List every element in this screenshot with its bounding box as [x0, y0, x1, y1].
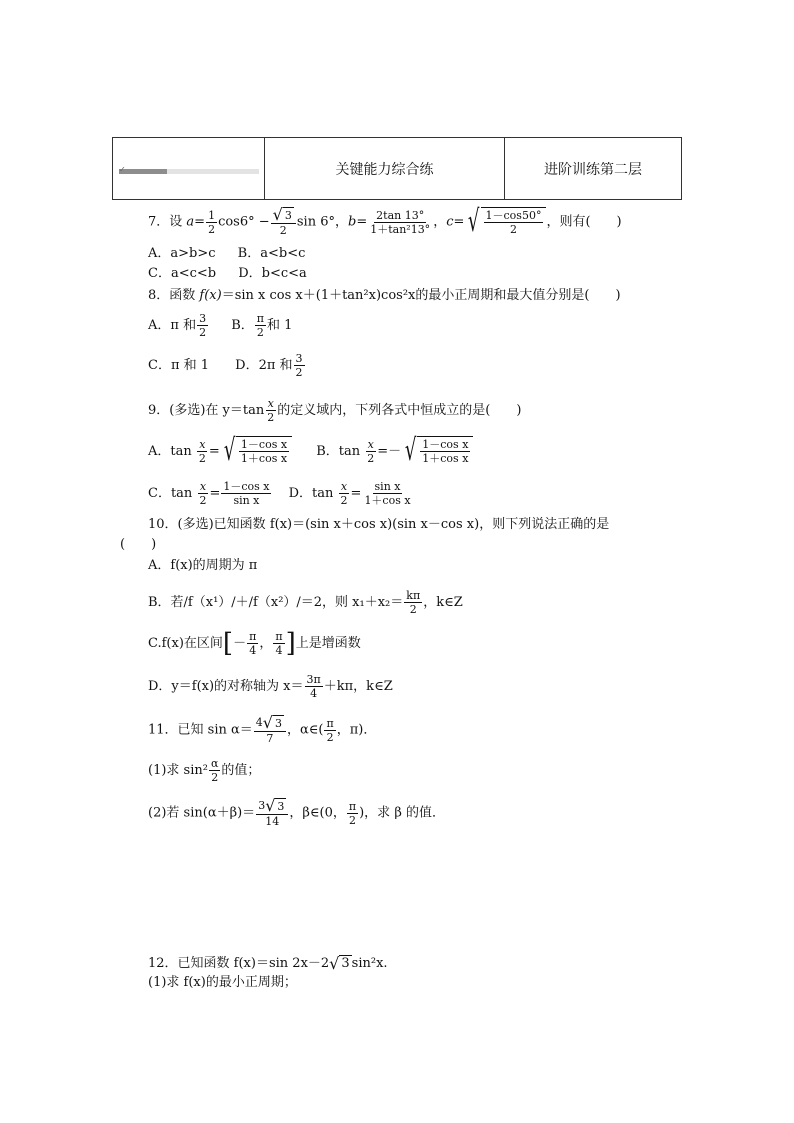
- fraction: $\frac{\pi}{2}$: [348, 799, 357, 827]
- q12-stem: 12．已知函数 f(x)＝sin 2x－2 √ 3 sin²x.: [148, 953, 388, 973]
- fraction: $\frac{\text{1－cos x}}{\text{1＋cos x}}$: [240, 438, 288, 465]
- fraction: $\frac{\pi}{2}$: [256, 312, 265, 339]
- q8-options-row2: [148, 352, 306, 379]
- fraction: $\frac{3}{2}$: [199, 312, 207, 339]
- sqrt: √ 3: [272, 205, 292, 224]
- fraction: $\frac{x}{2}$: [267, 397, 275, 424]
- q8-option-c: C．π 和 1: [148, 358, 210, 373]
- q7-options-row2: [148, 266, 307, 282]
- q8-option-d: D．2π 和 $\frac{3}{2}$: [235, 352, 303, 379]
- header-logo-cell: [113, 138, 265, 199]
- fraction: $\frac{3\pi}{4}$: [306, 673, 321, 700]
- fraction: $\frac{k\pi}{2}$: [406, 589, 421, 616]
- fraction: 4 √ 3 7: [254, 715, 286, 745]
- q11-part-2: (2)若 sin(α＋β)＝ 3 √ 3 14 ，β∈(0， $\frac{\pi}{2}$ )，求 β 的值．: [148, 796, 445, 828]
- q12-part-1: (1)求 f(x)的最小正周期；: [148, 975, 297, 990]
- fraction: $\frac{3}{2}$: [295, 352, 303, 379]
- fraction: $\frac{\pi}{4}$: [275, 630, 283, 657]
- fraction: $\frac{\pi}{4}$: [249, 630, 257, 657]
- fraction: $\frac{x}{2}$: [199, 480, 207, 507]
- q8-option-b: B． $\frac{\pi}{2}$ 和 1: [231, 312, 293, 339]
- sqrt: √ 3: [265, 796, 285, 815]
- q10-answer-bracket: ( ): [120, 537, 157, 552]
- logo-bar-fill: [119, 169, 167, 174]
- sqrt: √ $\frac{\text{1－cos x}}{\text{1＋cos x}}$: [220, 436, 292, 466]
- fraction: √ 3 2: [271, 207, 296, 237]
- sqrt: √ $\frac{\text{1－cos x}}{\text{1＋cos x}}$: [401, 436, 473, 466]
- header-section-title: 关键能力综合练: [265, 138, 505, 199]
- q10-stem: 10．(多选)已知函数 f(x)＝(sin x＋cos x)(sin x－cos x)，则下列说法正确的是: [148, 517, 610, 532]
- q11-part-1: (1)求 sin² $\frac{\alpha}{2}$ 的值；: [148, 757, 261, 784]
- q7-option-d: D．b<c<a: [238, 266, 307, 281]
- fraction: $\frac{2\tan 13^\circ}{\text{1＋tan²13°}}$: [370, 208, 431, 236]
- q7-stem: 7．设 a= $\frac{1}{2}$ cos6° − √ 3 2 sin 6°，b= $\frac{2\tan 13^\circ}{\text{1＋tan²13°}}$ ，c= √ $\frac{1-\cos 50^\circ}{2}$ ，则有( ): [148, 204, 622, 239]
- q7-option-c: C．a<c<b: [148, 266, 217, 281]
- sqrt: √ 3: [262, 713, 282, 732]
- q7-option-a: A．a>b>c: [148, 246, 216, 261]
- q8-option-a: A．π 和 $\frac{3}{2}$: [148, 312, 207, 339]
- q9-option-a: A．tan $\frac{x}{2}$ = √ $\frac{\text{1－cos x}}{\text{1＋cos x}}$: [148, 444, 292, 459]
- fraction: 3 √ 3 14: [256, 798, 288, 828]
- fraction: $\frac{\text{sin x}}{\text{1＋cos x}}$: [364, 480, 411, 507]
- q9-option-c: C．tan $\frac{x}{2}$ = $\frac{\text{1－cos x}}{\text{sin x}}$: [148, 480, 270, 507]
- sqrt: √ 3: [329, 953, 350, 973]
- q9-options-row1: [148, 433, 473, 468]
- fraction: $\frac{\pi}{2}$: [326, 716, 334, 744]
- q8-stem: 8．函数 f(x)＝sin x cos x＋(1＋tan²x)cos²x的最小正周期和最大值分别是( ): [148, 288, 621, 303]
- q9-options-row2: [148, 480, 414, 507]
- fraction: $\frac{x}{2}$: [198, 437, 206, 465]
- check-icon: ✓: [119, 165, 126, 174]
- q7-option-b: B．a<b<c: [237, 246, 306, 261]
- q10-option-a: A．f(x)的周期为 π: [148, 558, 258, 573]
- q11-stem: 11．已知 sin α＝ 4 √ 3 7 ，α∈( $\frac{\pi}{2}$ ，π)．: [148, 713, 377, 745]
- fraction: $\frac{1}{2}$: [208, 208, 216, 236]
- fraction: $\frac{x}{2}$: [367, 437, 375, 465]
- fraction: $\frac{\alpha}{2}$: [210, 757, 219, 784]
- q7-options-row1: [148, 246, 305, 262]
- q8-options-row1: [148, 312, 292, 339]
- logo-bar: [119, 165, 259, 174]
- sqrt: √ $\frac{1-\cos 50^\circ}{2}$: [464, 207, 546, 237]
- q9-stem: 9．(多选)在 y＝tan $\frac{x}{2}$ 的定义域内，下列各式中恒成立的是( ): [148, 397, 522, 424]
- fraction: $\frac{\text{1－cos x}}{\text{1＋cos x}}$: [422, 438, 469, 465]
- q10-option-b: B．若/f（x¹）/＋/f（x²）/＝2，则 x₁＋x₂＝ $\frac{k\pi}{2}$ ，k∈Z: [148, 589, 463, 616]
- q10-option-d: D．y＝f(x)的对称轴为 x＝ $\frac{3\pi}{4}$ ＋kπ，k∈Z: [148, 673, 393, 700]
- fraction: $\frac{\text{1－cos x}}{\text{sin x}}$: [223, 480, 270, 507]
- header-level-title: 进阶训练第二层: [544, 161, 642, 178]
- q9-option-b: B．tan $\frac{x}{2}$ =－ √ $\frac{\text{1－cos x}}{\text{1＋cos x}}$: [316, 444, 473, 459]
- header-table: [112, 137, 682, 200]
- fraction: $\frac{1-\cos 50^\circ}{2}$: [485, 209, 542, 236]
- fraction: $\frac{x}{2}$: [340, 480, 348, 507]
- q10-option-c: C.f(x)在区间[－ $\frac{\pi}{4}$ ， $\frac{\pi}{4}$ ]上是增函数: [148, 628, 361, 659]
- q9-option-d: D．tan $\frac{x}{2}$ = $\frac{\text{sin x}}{\text{1＋cos x}}$: [288, 480, 411, 507]
